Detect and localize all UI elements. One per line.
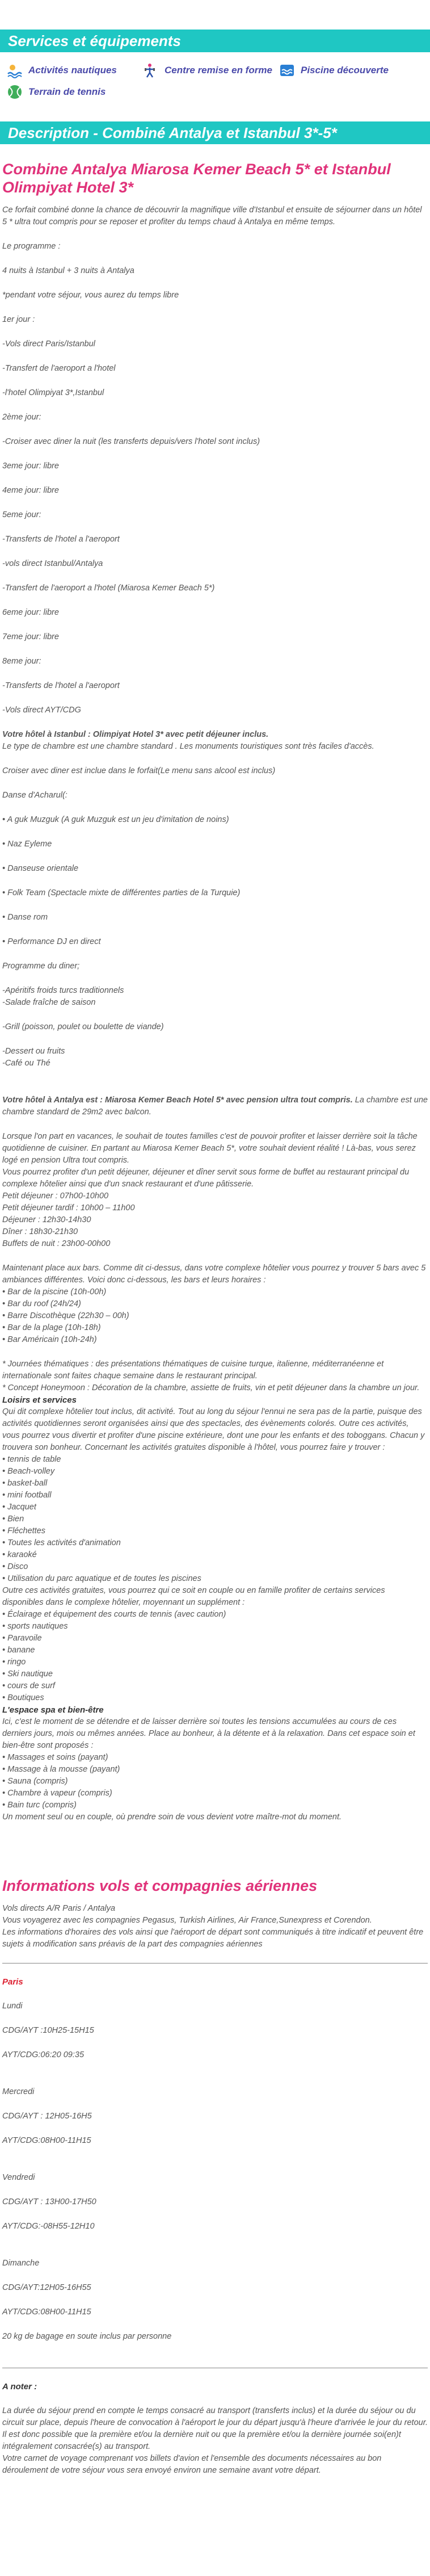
spa-item: • Massage à la mousse (payant) <box>2 1764 428 1776</box>
flight-out: CDG/AYT : 13H00-17H50 <box>2 2197 96 2206</box>
free-activity: • tennis de table <box>2 1454 428 1466</box>
bar-item: • Barre Discothèque (22h30 – 00h) <box>2 1310 428 1322</box>
flight-back: AYT/CDG:08H00-11H15 <box>2 2308 91 2317</box>
flight-out: CDG/AYT:12H05-16H55 <box>2 2283 91 2292</box>
bar-item: • Bar de la plage (10h-18h) <box>2 1322 428 1334</box>
day-line: -Transferts de l'hotel a l'aeroport <box>2 535 120 544</box>
day-line: -Transferts de l'hotel a l'aeroport <box>2 681 120 690</box>
free-activity: • Toutes les activités d'animation <box>2 1537 428 1549</box>
flight-day: Mercredi <box>2 2087 35 2096</box>
themed-nights: * Journées thématiques : des présentations thématiques de cuisine turque, italienne, méditerranéenne et internationale sont faites chaque semaine dans le restaurant principal. <box>2 1360 384 1381</box>
spa-item: • Massages et soins (payant) <box>2 1752 428 1764</box>
free-activity: • Jacquet <box>2 1501 428 1513</box>
fitness-icon <box>143 62 159 78</box>
spa-item: • Bain turc (compris) <box>2 1799 428 1811</box>
day-heading: 3eme jour: libre <box>2 462 59 471</box>
spa-title: L'espace spa et bien-être <box>2 1705 104 1715</box>
meal-time: Petit déjeuner tardif : 10h00 – 11h00 <box>2 1203 135 1213</box>
show-item: • Naz Eyleme <box>2 838 428 850</box>
notes-text: Votre carnet de voyage comprenant vos billets d'avion et l'ensemble des documents nécessaires au bon déroulement de votre séjour vous sera envoyé environ une semaine avant votre départ. <box>2 2454 382 2475</box>
dinner-item: -Dessert ou fruits <box>2 1047 65 1056</box>
free-activity: • Beach-volley <box>2 1466 428 1478</box>
paid-activity: • Boutiques <box>2 1692 428 1704</box>
package-title: Combine Antalya Miarosa Kemer Beach 5* et Istanbul Olimpiyat Hotel 3* <box>2 161 391 196</box>
day-line: -Transfert de l'aeroport a l'hotel (Miarosa Kemer Beach 5*) <box>2 584 215 593</box>
spa-item: • Chambre à vapeur (compris) <box>2 1788 428 1799</box>
services-header: Services et équipements <box>0 30 430 52</box>
flight-out: CDG/AYT : 12H05-16H5 <box>2 2112 92 2121</box>
leisure-title: Loisirs et services <box>2 1395 77 1405</box>
show-item: • Performance DJ en direct <box>2 936 428 948</box>
meal-time: Petit déjeuner : 07h00-10h00 <box>2 1191 109 1201</box>
services-list <box>0 52 430 106</box>
meal-time: Buffets de nuit : 23h00-00h00 <box>2 1239 111 1248</box>
paid-activity: • ringo <box>2 1656 428 1668</box>
show-label: Danse d'Acharul(: <box>2 791 68 800</box>
free-time-note: *pendant votre séjour, vous aurez du temps libre <box>2 291 179 300</box>
baggage-info: 20 kg de bagage en soute inclus par personne <box>2 2332 172 2341</box>
free-activity: • Bien <box>2 1513 428 1525</box>
paid-intro: Outre ces activités gratuites, vous pourrez qui ce soit en couple ou en famille profiter de certains services disponibles dans le complexe hôtelier, moyennant un supplément : <box>2 1586 385 1607</box>
day-heading: 5eme jour: <box>2 510 41 519</box>
spa-item: • Sauna (compris) <box>2 1776 428 1788</box>
day-line: -Transfert de l'aeroport a l'hotel <box>2 364 116 373</box>
bars-intro: Maintenant place aux bars. Comme dit ci-dessus, dans votre complexe hôtelier vous pourrez y trouver 5 bars avec 5 ambiances différentes. Voici donc ci-dessous, les bars et leurs horaires : <box>2 1264 426 1285</box>
day-heading: 6eme jour: libre <box>2 608 59 617</box>
paid-activity: • banane <box>2 1644 428 1656</box>
notes-text: La durée du séjour prend en compte le temps consacré au transport (transferts inclus) et la durée du séjour ou du circuit sur place, depuis l'heure de convocation à l'aéroport le jour du départ jusqu'à l'heure d'arrivée le jour du retour. Il est donc possible que la première et/ou la dernière nuit ou que la première et/ou la dernière journée soi(en)t intégralement consacrée(s) au transport. <box>2 2406 428 2451</box>
show-item: • Danse rom <box>2 912 428 924</box>
day-line: -Croiser avec diner la nuit (les transferts depuis/vers l'hotel sont inclus) <box>2 437 260 446</box>
free-activity: • karaoké <box>2 1549 428 1561</box>
paid-activity: • Paravoile <box>2 1633 428 1644</box>
bar-item: • Bar du roof (24h/24) <box>2 1298 428 1310</box>
free-activity: • basket-ball <box>2 1478 428 1490</box>
free-activity: • Utilisation du parc aquatique et de toutes les piscines <box>2 1573 428 1585</box>
flight-back: AYT/CDG:06:20 09:35 <box>2 2050 85 2059</box>
flights-text: Vols directs A/R Paris / Antalya <box>2 1904 116 1913</box>
day-line: -vols direct Istanbul/Antalya <box>2 559 103 568</box>
dinner-item: -Grill (poisson, poulet ou boulette de viande) <box>2 1022 164 1031</box>
antalya-hotel: Votre hôtel à Antalya est : Miarosa Kemer Beach Hotel 5* avec pension ultra tout compris. La chambre est une chambre standard de 29m2 avec balcon. <box>2 1096 428 1117</box>
tennis-icon <box>7 84 23 100</box>
free-activity: • Fléchettes <box>2 1525 428 1537</box>
bar-item: • Bar de la piscine (10h-00h) <box>2 1286 428 1298</box>
description-body <box>0 160 430 2477</box>
cruise-dinner: Croiser avec diner est inclue dans le forfait(Le menu sans alcool est inclus) <box>2 766 276 775</box>
day-heading: 7eme jour: libre <box>2 632 59 641</box>
show-item: • Danseuse orientale <box>2 863 428 875</box>
leisure-text: Qui dit complexe hôtelier tout inclus, dit activité. Tout au long du séjour l'ennui ne sera pas de la partie, puisque des activités quotidiennes seront organisées ainsi que des spectacles, des évènements colorés. Outre ces activités, vous pourrez vous divertir et profiter d'une piscine extérieure, dont une pour les enfants et des toboggans. Chacun y trouvera son bonheur. Concernant les activités gratuites disponible à l'hôtel, vous pourrez faire y trouver : <box>2 1407 425 1452</box>
honeymoon-note: * Concept Honeymoon : Décoration de la chambre, assiette de fruits, vin et petit déjeuner dans la chambre un jour. <box>2 1383 420 1392</box>
paid-activity: • Ski nautique <box>2 1668 428 1680</box>
istanbul-hotel: Votre hôtel à Istanbul : Olimpiyat Hotel 3* avec petit déjeuner inclus. <box>2 730 269 739</box>
service-item <box>279 62 415 78</box>
day-heading: 4eme jour: libre <box>2 486 59 495</box>
water-activities-icon <box>7 62 23 78</box>
service-item <box>143 62 279 78</box>
flight-back: AYT/CDG:-08H55-12H10 <box>2 2222 95 2231</box>
flights-text: Vous voyagerez avec les compagnies Pegasus, Turkish Airlines, Air France,Sunexpress et Corendon. <box>2 1916 372 1925</box>
notes-title: A noter : <box>2 2382 37 2392</box>
istanbul-room: Le type de chambre est une chambre standard . Les monuments touristiques sont très faciles d'accès. <box>2 742 374 751</box>
bar-item: • Bar Américain (10h-24h) <box>2 1334 428 1346</box>
service-label: Activités nautiques <box>28 65 117 75</box>
program-label: Le programme : <box>2 242 61 251</box>
intro-text: Ce forfait combiné donne la chance de découvrir la magnifique ville d'Istanbul et ensuite de séjourner dans un hôtel 5 * ultra tout compris pour se reposer et profiter du temps chaud à Antalya en même temps. <box>2 205 422 226</box>
spa-end: Un moment seul ou en couple, où prendre soin de vous devient votre maître-mot du moment. <box>2 1813 342 1822</box>
service-label: Piscine découverte <box>301 65 389 75</box>
description-header: Description - Combiné Antalya et Istanbul 3*-5* <box>0 121 430 144</box>
dinner-item: -Café ou Thé <box>2 1059 50 1068</box>
service-label: Terrain de tennis <box>28 86 106 97</box>
flights-text: Les informations d'horaires des vols ainsi que l'aéroport de départ sont communiqués à titre indicatif et peuvent être sujets à modification sans préavis de la part des compagnies aériennes <box>2 1928 424 1949</box>
paid-activity: • sports nautiques <box>2 1621 428 1633</box>
flights-title: Informations vols et compagnies aériennes <box>2 1877 318 1894</box>
dinner-item: -Apéritifs froids turcs traditionnels <box>2 986 124 995</box>
flight-day: Vendredi <box>2 2173 35 2182</box>
day-heading: 8eme jour: <box>2 657 41 666</box>
flight-day: Lundi <box>2 2002 23 2011</box>
show-item: • Folk Team (Spectacle mixte de différentes parties de la Turquie) <box>2 887 428 899</box>
nights-text: 4 nuits à Istanbul + 3 nuits à Antalya <box>2 266 134 275</box>
day-line: -Vols direct Paris/Istanbul <box>2 339 95 349</box>
free-activity: • mini football <box>2 1490 428 1501</box>
departure-city: Paris <box>2 1977 23 1987</box>
flight-day: Dimanche <box>2 2259 40 2268</box>
dinner-item: -Salade fraîche de saison <box>2 998 96 1007</box>
service-item <box>7 62 143 78</box>
show-item: • A guk Muzguk (A guk Muzguk est un jeu d'imitation de noins) <box>2 814 428 826</box>
paid-activity: • Éclairage et équipement des courts de tennis (avec caution) <box>2 1609 428 1621</box>
meal-time: Déjeuner : 12h30-14h30 <box>2 1215 91 1224</box>
service-label: Centre remise en forme <box>165 65 272 75</box>
flight-out: CDG/AYT :10H25-15H15 <box>2 2026 94 2035</box>
dinner-label: Programme du diner; <box>2 962 80 971</box>
day-line: -Vols direct AYT/CDG <box>2 706 81 715</box>
free-activity: • Disco <box>2 1561 428 1573</box>
paid-activity: • cours de surf <box>2 1680 428 1692</box>
day-heading: 2ème jour: <box>2 413 41 422</box>
day-line: -l'hotel Olimpiyat 3*,Istanbul <box>2 388 104 397</box>
meal-time: Dîner : 18h30-21h30 <box>2 1227 78 1236</box>
day-heading: 1er jour : <box>2 315 35 324</box>
flight-back: AYT/CDG:08H00-11H15 <box>2 2136 91 2145</box>
service-item <box>7 84 143 100</box>
spa-text: Ici, c'est le moment de se détendre et de laisser derrière soi toutes les tensions accumulées au cours de ces derniers jours, mois ou mêmes années. Place au bonheur, à la détente et à la relaxation. Dans cet espace soin et bien-être sont proposés : <box>2 1717 415 1750</box>
antalya-text: Vous pourrez profiter d'un petit déjeuner, déjeuner et dîner servit sous forme de buffet au restaurant principal du complexe hôtelier ainsi que d'un snack restaurant et d'une pâtisserie. <box>2 1168 410 1189</box>
pool-icon <box>279 62 295 78</box>
antalya-text: Lorsque l'on part en vacances, le souhait de toutes familles c'est de pouvoir profiter et laisser derrière soit la tâche quotidienne de cuisiner. En partant au Miarosa Kemer Beach 5*, votre souhait devient réalité ! Là-bas, vous serez logé en pension Ultra tout compris. <box>2 1132 418 1165</box>
